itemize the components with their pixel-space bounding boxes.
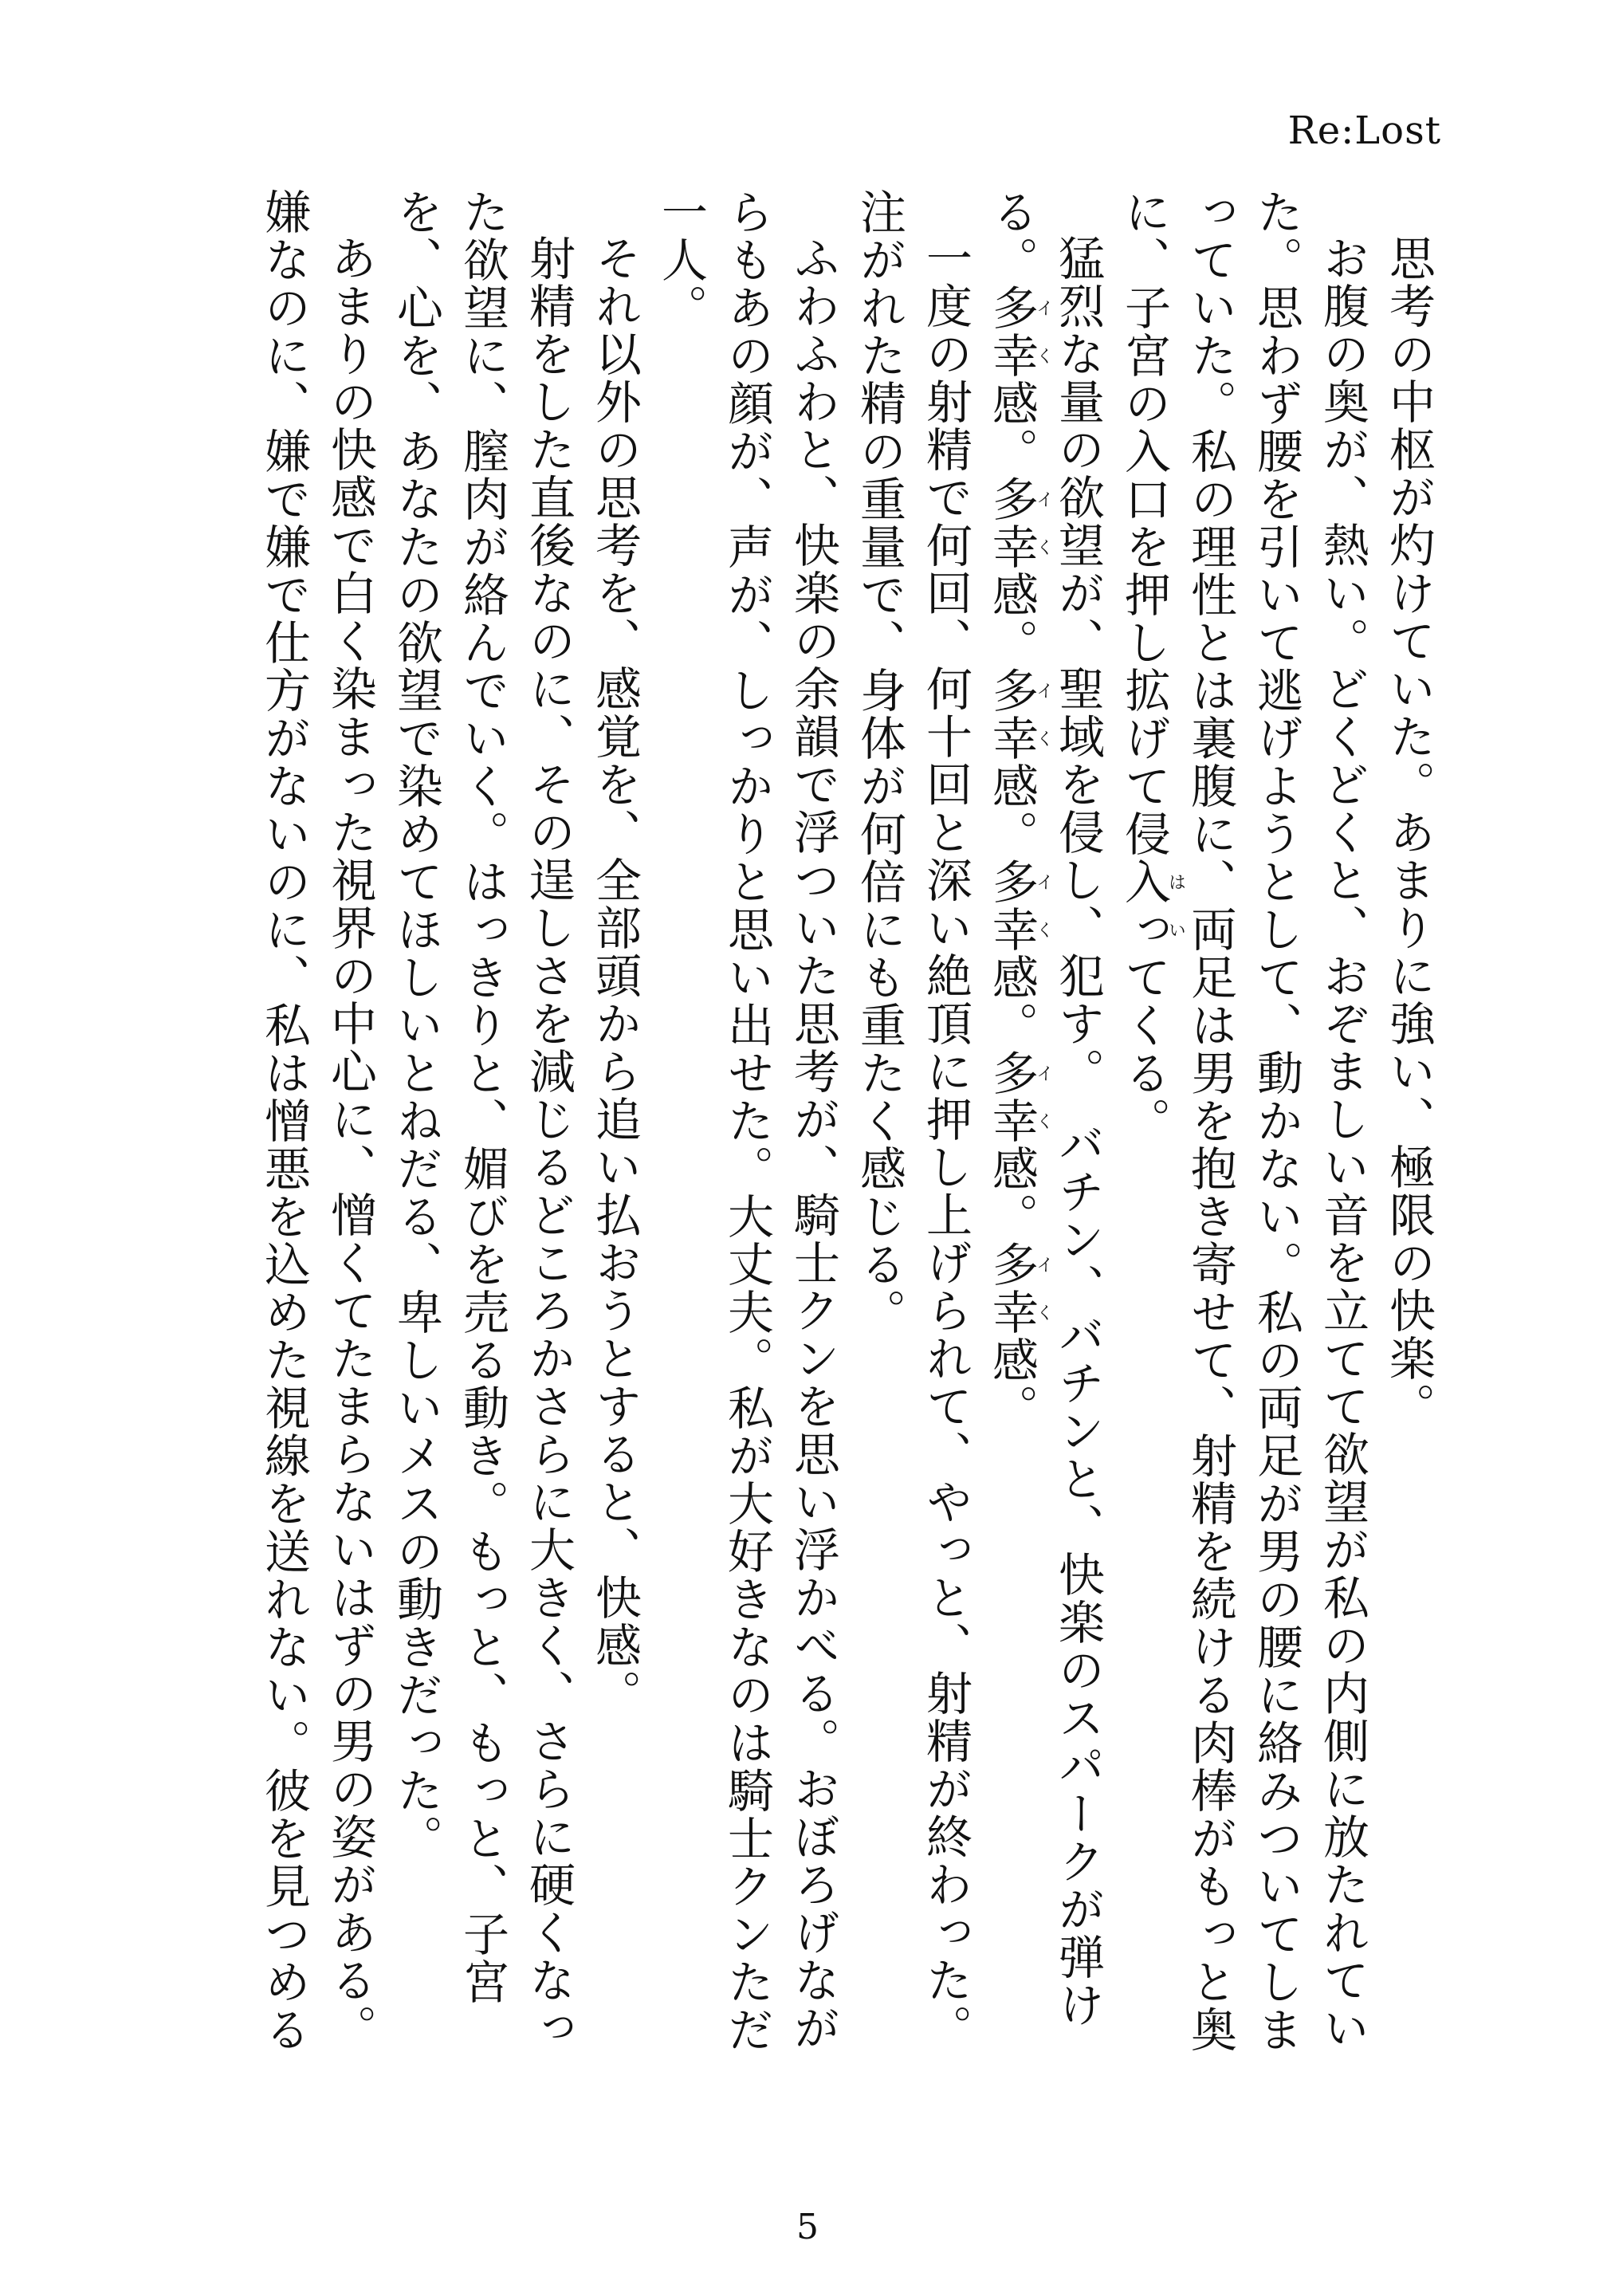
running-head: Re:Lost — [1287, 108, 1441, 153]
ruby-base: 幸 — [984, 1097, 1039, 1145]
ruby-text — [984, 714, 1054, 762]
paragraph — [846, 188, 978, 2070]
ruby-text — [984, 666, 1054, 714]
ruby-base: 多 — [984, 1049, 1039, 1097]
text-run: 感。 — [984, 762, 1039, 858]
paragraph — [1110, 188, 1375, 2070]
ruby-base: 幸 — [984, 1288, 1039, 1336]
ruby-text — [984, 858, 1054, 906]
text-run: てくる。 — [1117, 953, 1171, 1145]
ruby-base: 多 — [984, 666, 1039, 714]
furigana: は — [1165, 858, 1186, 906]
text-run: 感。 — [984, 571, 1039, 666]
ruby-text — [984, 906, 1054, 953]
ruby-text — [984, 523, 1054, 571]
text-run: 感。 — [984, 1145, 1039, 1240]
furigana: い — [1165, 906, 1186, 953]
furigana: く — [1033, 523, 1054, 571]
text-run: それ以外の思考を、感覚を、全部頭から追い払おうとすると、快感。 — [587, 234, 642, 1717]
ruby-text — [984, 475, 1054, 523]
ruby-text — [984, 1240, 1054, 1288]
text-run: 感。 — [984, 953, 1039, 1049]
ruby-base: 入 — [1117, 858, 1171, 906]
text-run: 猛烈な量の欲望が、聖域を侵し、犯す。 バチン、バチンと、快楽のスパークが弾ける。 — [984, 188, 1105, 2029]
text-run: 思考の中枢が灼けていた。あまりに強い、極限の快楽。 — [1381, 234, 1436, 1430]
furigana: く — [1033, 714, 1054, 762]
body-text — [246, 188, 1441, 2070]
ruby-base: 幸 — [984, 523, 1039, 571]
ruby-text — [984, 332, 1054, 379]
furigana: イ — [1033, 858, 1054, 906]
paragraph — [978, 188, 1110, 2070]
furigana: く — [1033, 1288, 1054, 1336]
furigana: イ — [1033, 475, 1054, 523]
paragraph — [250, 188, 383, 2070]
ruby-base: 多 — [984, 858, 1039, 906]
text-run: 感。 — [984, 379, 1039, 475]
text-run: お腹の奥が、熱い。どくどくと、おぞましい音を立てて欲望が私の内側に放たれていた。思わず腰を引いて逃げようとして、動かない。私の両足が男の腰に絡みついてしまっていた。私の理性とは裏腹に、両足は男を抱き寄せて、射精を続ける肉棒がもっと奥に、子宮の入口を押し拡げて侵 — [1117, 188, 1369, 2054]
paragraph — [581, 188, 647, 2070]
text-run: 射精をした直後なのに、その逞しさを減じるどころかさらに大きく、さらに硬くなった欲望に、膣肉が絡んでいく。はっきりと、媚びを売る動き。もっと、もっと、子宮を、心を、あなたの欲望で染めてほしいとねだる、卑しいメスの動きだった。 — [389, 188, 576, 2052]
ruby-base: 幸 — [984, 906, 1039, 953]
furigana: イ — [1033, 1049, 1054, 1097]
ruby-text — [984, 1097, 1054, 1145]
paragraph — [1375, 188, 1441, 2070]
furigana: イ — [1033, 1240, 1054, 1288]
ruby-text — [1117, 858, 1186, 906]
ruby-base: 幸 — [984, 714, 1039, 762]
text-run: 感。 — [984, 1336, 1039, 1432]
ruby-base: 多 — [984, 1240, 1039, 1288]
paragraph — [647, 188, 846, 2070]
furigana: く — [1033, 906, 1054, 953]
furigana: イ — [1033, 666, 1054, 714]
ruby-base: 幸 — [984, 332, 1039, 379]
ruby-text — [984, 1288, 1054, 1336]
ruby-base: 多 — [984, 475, 1039, 523]
furigana: く — [1033, 1097, 1054, 1145]
ruby-text — [984, 1049, 1054, 1097]
text-run: あまりの快感で白く染まった視界の中心に、憎くてたまらないはずの男の姿がある。嫌なのに、嫌で嫌で仕方がないのに、私は憎悪を込めた視線を送れない。彼を見つめる — [257, 188, 377, 2054]
ruby-base: っ — [1117, 906, 1171, 953]
ruby-text — [1117, 906, 1186, 953]
text-run: ふわふわと、快楽の余韻で浮ついた思考が、騎士クンを思い浮かべる。おぼろげながらもあの顔が、声が、しっかりと思い出せた。大丈夫。私が大好きなのは騎士クンただ一人。 — [654, 188, 840, 2054]
text-run: 一度の射精で何回、何十回と深い絶頂に押し上げられて、やっと、射精が終わった。注がれた精の重量で、身体が何倍にも重たく感じる。 — [852, 188, 973, 2052]
paragraph — [383, 188, 581, 2070]
ruby-base: 多 — [984, 284, 1039, 332]
ruby-text — [984, 284, 1054, 332]
furigana: く — [1033, 332, 1054, 379]
furigana: イ — [1033, 284, 1054, 332]
page-number: 5 — [796, 2207, 819, 2247]
